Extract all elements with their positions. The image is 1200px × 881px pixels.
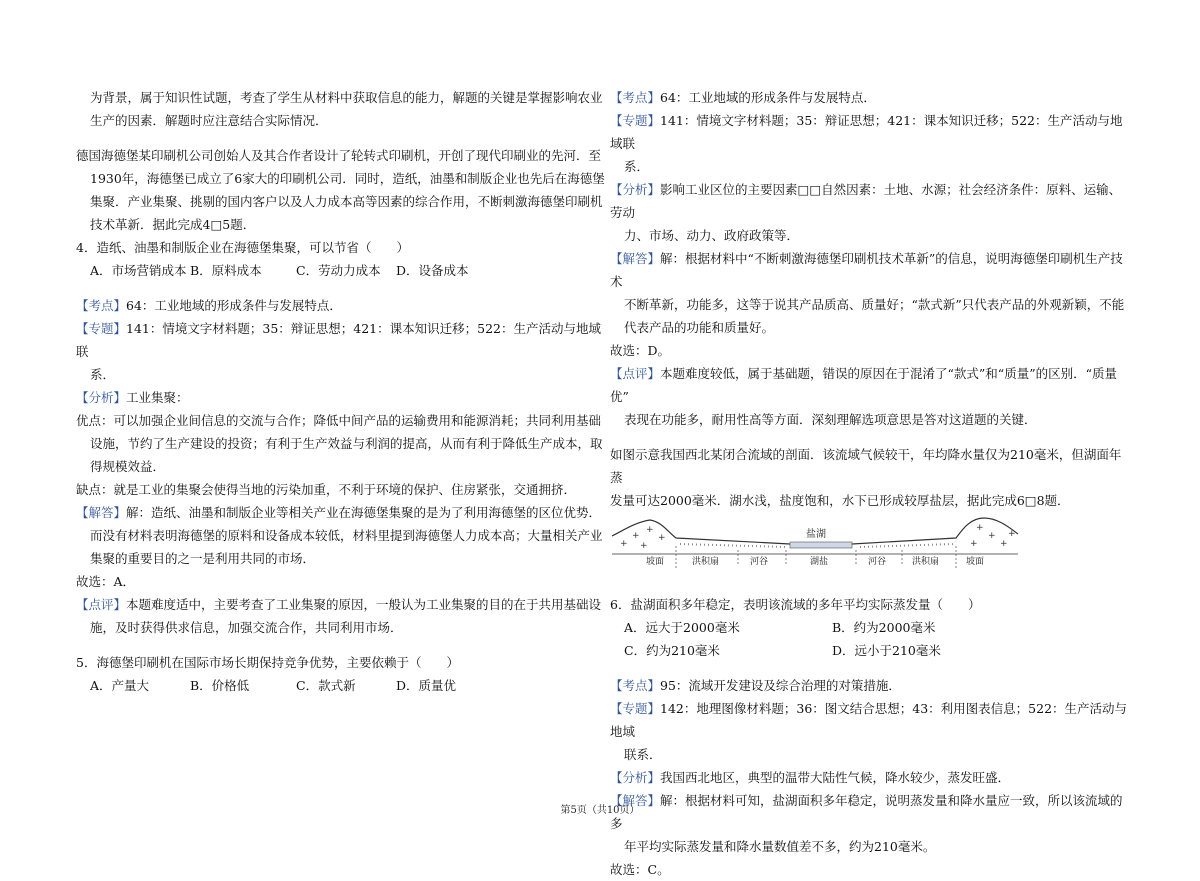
zhuanti-tag: 【专题】 — [610, 701, 661, 716]
q5-dianping-line-2: 表现在功能多，耐用性高等方面．深刻理解选项意思是答对这道题的关键． — [624, 412, 1037, 427]
jieda-tag: 【解答】 — [610, 251, 661, 266]
q4-options — [76, 259, 608, 282]
basin-profile-figure — [610, 516, 1130, 587]
svg-text:+: + — [976, 523, 984, 533]
q5-answer: 故选：D。 — [610, 343, 671, 358]
q6-option-c: C．约为210毫米 — [624, 643, 720, 658]
segment-label-5: 河谷 — [868, 557, 887, 567]
q5-fenxi-line-2: 力、市场、动力、政府政策等． — [624, 228, 800, 243]
q4-fenxi: 【分析】工业集聚： — [76, 390, 189, 405]
jieda-tag: 【解答】 — [76, 505, 127, 520]
q4-youdian-line-2: 设施，节约了生产建设的投资；有利于生产效益与利润的提高，从而有利于降低生产成本，取 — [90, 436, 603, 451]
svg-text:+: + — [1008, 529, 1016, 539]
q6-fenxi: 【分析】我国西北地区，典型的温带大陆性气候，降水较少，蒸发旺盛． — [610, 770, 1011, 785]
zhuanti-tag: 【专题】 — [76, 321, 127, 336]
passage-line-1: 德国海德堡某印刷机公司创始人及其合作者设计了轮转式印刷机，开创了现代印刷业的先河．至 — [76, 148, 602, 163]
svg-text:+: + — [640, 541, 648, 551]
q4-option-b: B．原料成本 — [190, 263, 262, 278]
intro-cont-line-2: 生产的因素．解题时应注意结合实际情况． — [90, 113, 328, 128]
q5-option-d: D．质量优 — [396, 678, 457, 693]
fenxi-tag: 【分析】 — [76, 390, 127, 405]
q4-jieda: 【解答】解：造纸、油墨和制版企业等相关产业在海德堡集聚的是为了利用海德堡的区位优势． — [76, 505, 602, 520]
zhuanti-tag: 【专题】 — [610, 113, 661, 128]
jieda-tag: 【解答】 — [610, 793, 661, 808]
kaodian-tag: 【考点】 — [76, 298, 127, 313]
svg-text:+: + — [632, 531, 640, 541]
q4-dianping-line-2: 施，及时获得供求信息，加强交流合作，共同利用市场． — [90, 620, 403, 635]
page-footer: 第5页（共10页） — [560, 805, 640, 816]
left-column — [76, 86, 608, 697]
q4-option-c: C．劳动力成本 — [296, 263, 381, 278]
dianping-tag: 【点评】 — [76, 597, 127, 612]
segment-label-6: 洪积扇 — [912, 557, 940, 567]
kaodian-tag: 【考点】 — [610, 678, 661, 693]
q5-options — [76, 674, 608, 697]
q4-jieda-line-2: 而没有材料表明海德堡的原料和设备成本较低，材料里提到海德堡人力成本高；大量相关产业 — [90, 528, 603, 543]
svg-text:+: + — [620, 539, 628, 549]
q6-stem: 6．盐湖面积多年稳定，表明该流域的多年平均实际蒸发量（ ） — [610, 597, 981, 612]
q6-option-a: A．远大于2000毫米 — [624, 620, 740, 635]
q6-jieda: 【解答】解：根据材料可知，盐湖面积多年稳定，说明蒸发量和降水量应一致，所以该流域的多 — [610, 793, 1123, 831]
basin-profile-diagram — [610, 516, 1020, 580]
fenxi-tag: 【分析】 — [610, 770, 661, 785]
q4-option-a: A．市场营销成本 — [90, 263, 187, 278]
svg-text:+: + — [970, 539, 978, 549]
q4-quedian: 缺点：就是工业的集聚会使得当地的污染加重，不利于环境的保护、住房紧张，交通拥挤． — [76, 482, 577, 497]
q4-dianping: 【点评】本题难度适中，主要考查了工业集聚的原因，一般认为工业集聚的目的在于共用基础设 — [76, 597, 602, 612]
q4-jieda-line-3: 集聚的重要目的之一是利用共同的市场． — [90, 551, 316, 566]
q5-dianping: 【点评】本题难度较低，属于基础题，错误的原因在于混淆了“款式”和“质量”的区别．“质量优” — [610, 366, 1117, 404]
q5-option-a: A．产量大 — [90, 678, 150, 693]
q5-zhuanti-line-2: 系． — [624, 159, 650, 174]
q4-kaodian: 【考点】64：工业地域的形成条件与发展特点． — [76, 298, 342, 313]
q6-option-d: D．远小于210毫米 — [832, 643, 941, 658]
dianping-tag: 【点评】 — [610, 366, 661, 381]
intro-cont-line-1: 为背景，属于知识性试题，考查了学生从材料中获取信息的能力，解题的关键是掌握影响农业 — [90, 90, 603, 105]
svg-text:+: + — [1000, 539, 1008, 549]
q6-option-b: B．约为2000毫米 — [832, 620, 936, 635]
q5-zhuanti: 【专题】141：情境文字材料题；35：辩证思想；421：课本知识迁移；522：生产活动与地域联 — [610, 113, 1123, 151]
segment-label-1: 坡面 — [646, 557, 665, 567]
svg-text:+: + — [988, 531, 996, 541]
q5-jieda-line-2: 不断革新，功能多，这等于说其产品质高、质量好；“款式新”只代表产品的外观新颖，不能 — [624, 297, 1125, 312]
kaodian-tag: 【考点】 — [610, 90, 661, 105]
q6-kaodian: 【考点】95：流域开发建设及综合治理的对策措施． — [610, 678, 901, 693]
q6-options — [610, 616, 1130, 662]
q4-youdian-line-1: 优点：可以加强企业间信息的交流与合作；降低中间产品的运输费用和能源消耗；共同利用基础 — [76, 413, 602, 428]
right-column — [610, 86, 1130, 881]
q5-jieda-line-3: 代表产品的功能和质量好。 — [624, 320, 775, 335]
passage2-line-1: 如图示意我国西北某闭合流域的剖面．该流域气候较干，年均降水量仅为210毫米，但湖面年蒸 — [610, 447, 1122, 485]
q6-zhuanti-line-2: 联系． — [624, 747, 662, 762]
q4-option-d: D．设备成本 — [396, 263, 469, 278]
q6-answer: 故选：C。 — [610, 862, 670, 877]
passage2-line-2: 发量可达2000毫米．湖水浅，盐度饱和，水下已形成较厚盐层，据此完成6□8题． — [610, 493, 1070, 508]
segment-label-2: 洪积扇 — [692, 557, 720, 567]
segment-label-4: 湖盐 — [810, 557, 829, 567]
passage-line-4: 技术革新．据此完成4□5题． — [90, 217, 256, 232]
q4-youdian-line-3: 得规模效益． — [90, 459, 166, 474]
q5-jieda: 【解答】解：根据材料中“不断刺激海德堡印刷机技术革新”的信息，说明海德堡印刷机生产技术 — [610, 251, 1123, 289]
passage-line-3: 集聚．产业集聚、挑剔的国内客户以及人力成本高等因素的综合作用，不断刺激海德堡印刷机 — [90, 194, 603, 209]
q4-answer: 故选：A． — [76, 574, 136, 589]
q6-jieda-line-2: 年平均实际蒸发量和降水量数值差不多，约为210毫米。 — [624, 839, 936, 854]
q4-zhuanti: 【专题】141：情境文字材料题；35：辩证思想；421：课本知识迁移；522：生产活动与地域联 — [76, 321, 601, 359]
q5-stem: 5．海德堡印刷机在国际市场长期保持竞争优势，主要依赖于（ ） — [76, 655, 459, 670]
lake-label: 盐湖 — [806, 529, 826, 540]
svg-text:+: + — [646, 525, 654, 535]
passage-line-2: 1930年，海德堡已成立了6家大的印刷机公司．同时，造纸，油墨和制版企业也先后在海德堡 — [90, 171, 605, 186]
fenxi-tag: 【分析】 — [610, 182, 661, 197]
q5-option-b: B．价格低 — [190, 678, 250, 693]
segment-label-3: 河谷 — [750, 557, 769, 567]
q6-zhuanti: 【专题】142：地理图像材料题；36：图文结合思想；43：利用图表信息；522：生产活动与地域 — [610, 701, 1128, 739]
q5-option-c: C．款式新 — [296, 678, 356, 693]
q5-fenxi: 【分析】影响工业区位的主要因素□□自然因素：土地、水源；社会经济条件：原料、运输、劳动 — [610, 182, 1122, 220]
q4-zhuanti-line-2: 系． — [90, 367, 116, 382]
salt-lake-body — [790, 542, 852, 548]
q5-kaodian: 【考点】64：工业地域的形成条件与发展特点． — [610, 90, 876, 105]
svg-text:+: + — [658, 533, 666, 543]
q4-stem: 4．造纸、油墨和制版企业在海德堡集聚，可以节省（ ） — [76, 240, 409, 255]
segment-label-7: 坡面 — [966, 557, 985, 567]
